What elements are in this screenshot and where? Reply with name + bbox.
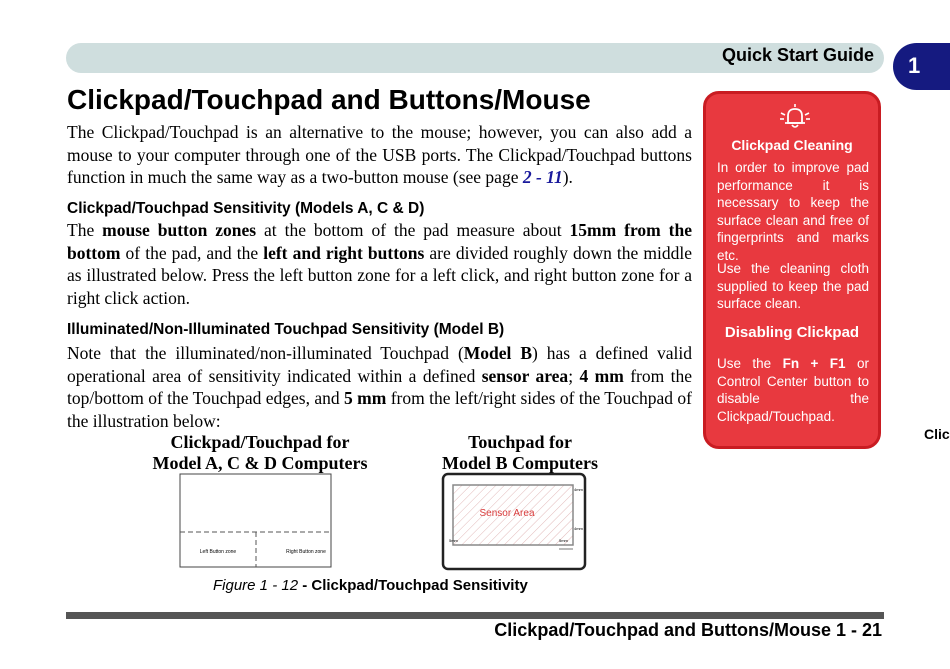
intro-text-end: ).: [562, 167, 573, 187]
caption-a-line1: Clickpad/Touchpad for: [170, 432, 350, 452]
s1-bold: mouse button zones: [102, 220, 257, 240]
sidebar-para2: Use the cleaning cloth supplied to keep the pad surface clean.: [717, 261, 869, 311]
sidebar-heading-cleaning: Clickpad Cleaning: [731, 137, 853, 153]
s1-text: of the pad, and the: [120, 242, 264, 263]
header-title: Quick Start Guide: [721, 45, 874, 65]
s2-text: ;: [568, 365, 580, 386]
section2-paragraph: [67, 342, 692, 432]
figure-number-label: Figure 1 - 12: [213, 577, 299, 594]
section2-heading: Illuminated/Non-Illuminated Touchpad Sensitivity (Model B): [67, 321, 505, 338]
note-sidebar: [703, 91, 881, 449]
side-fragment: Clic: [924, 426, 950, 442]
s1-bold: left and right buttons: [263, 242, 425, 263]
intro-text: The Clickpad/Touchpad is an alternative to the mouse; however, you can also add a mouse to your computer through one of the USB ports. The Clickpad/Touchpad buttons function in much the same way as a two-button mouse (see page: [67, 122, 692, 187]
clickpad-diagram-a: [178, 472, 334, 570]
s2-text: from the left/right sides of the Touchpad of the illustration below:: [67, 388, 692, 431]
footer-title: Clickpad/Touchpad and Buttons/Mouse 1 - 21: [494, 620, 882, 640]
page-link[interactable]: 2 - 11: [522, 167, 563, 187]
s1-text: at the bottom of the pad measure about: [256, 220, 570, 240]
sidebar-para1: In order to improve pad performance it is necessary to keep the surface clean and free of fingerprints and marks etc.: [717, 160, 869, 263]
sidebar-text: Use the: [717, 356, 783, 371]
sensor-area-label: Sensor Area: [479, 508, 535, 519]
caption-a-line2: Model A, C & D Computers: [152, 453, 368, 473]
s2-bold: sensor area: [481, 365, 569, 386]
section1-heading: Clickpad/Touchpad Sensitivity (Models A, C & D): [67, 200, 425, 217]
sidebar-text: or Control Center button to disable the Clickpad/Touchpad.: [717, 356, 869, 424]
s2-bold: 5 mm: [344, 388, 387, 408]
chapter-number: 1: [908, 53, 921, 78]
figure-caption-b: [430, 432, 610, 474]
right-button-zone-label: Right Button zone: [286, 549, 326, 555]
s2-text: Note that the illuminated/non-illuminated Touchpad (: [67, 343, 464, 363]
touchpad-diagram-b: [441, 472, 591, 572]
chapter-tab: [893, 43, 950, 90]
dim-bottom-label: 4mm: [574, 526, 583, 531]
figure-number: [213, 577, 528, 594]
sidebar-heading-disabling: Disabling Clickpad: [724, 324, 860, 341]
s2-bold: Model B: [463, 343, 532, 363]
bell-icon: [779, 104, 811, 130]
figure-caption-a: [145, 432, 375, 474]
dim-top-label: 4mm: [574, 487, 583, 492]
s1-bold: 15mm from the bottom: [67, 220, 692, 263]
section1-paragraph: [67, 219, 692, 309]
s1-text: are divided roughly down the middle as illustrated below. Press the left button zone for a left click, and right button zone for a right click action.: [67, 242, 692, 308]
caption-b-line2: Model B Computers: [442, 453, 598, 473]
s2-text: from the top/bottom of the Touchpad edges, and: [67, 365, 692, 408]
s1-text: The: [67, 220, 103, 240]
left-button-zone-label: Left Button zone: [199, 549, 237, 555]
page-title: Clickpad/Touchpad and Buttons/Mouse: [67, 84, 591, 115]
caption-b-line1: Touchpad for: [468, 432, 572, 452]
figure-title: - Clickpad/Touchpad Sensitivity: [298, 577, 528, 594]
intro-paragraph: [67, 121, 692, 189]
dim-left-label: 5mm: [449, 538, 458, 543]
s2-bold: 4 mm: [579, 365, 624, 386]
sidebar-key: Fn + F1: [782, 356, 846, 371]
s2-text: ) has a defined valid operational area of sensitivity indicated within a defined: [67, 343, 693, 386]
footer-bar: [66, 612, 884, 619]
dim-right-label: 5mm: [559, 538, 568, 543]
sidebar-para3: [717, 355, 869, 425]
